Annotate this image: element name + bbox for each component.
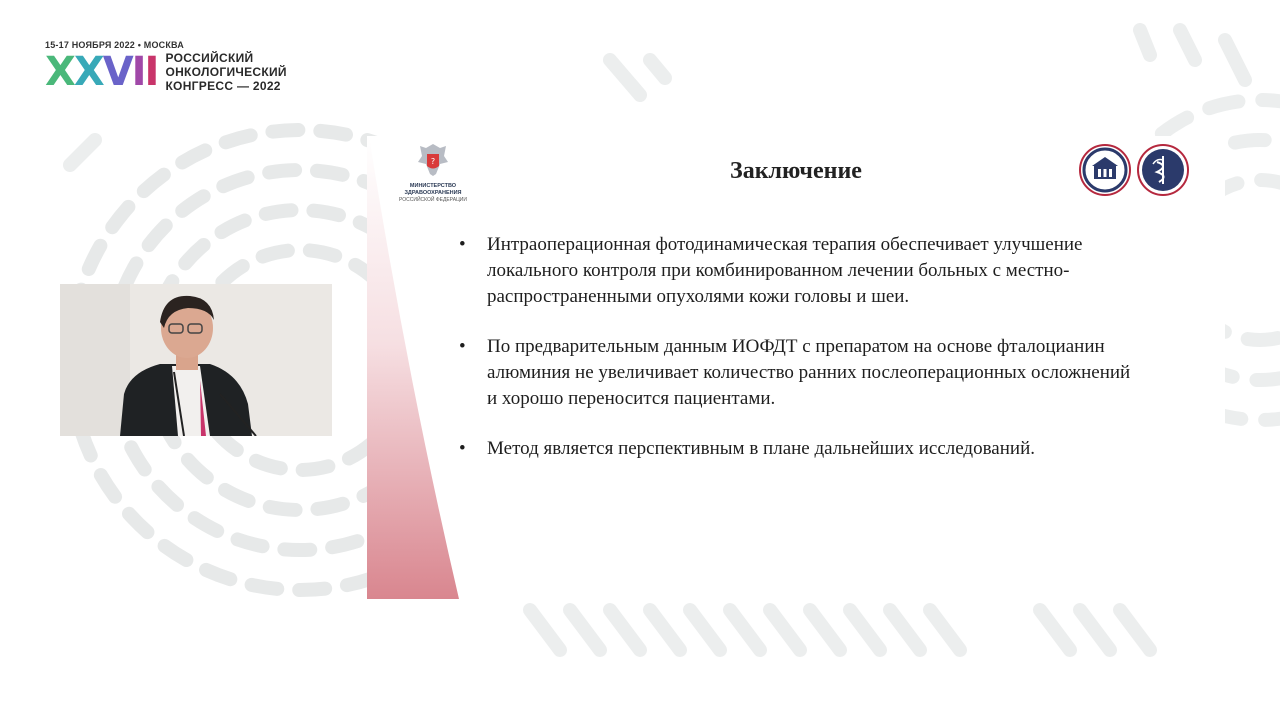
bullet-marker: • — [459, 234, 466, 255]
speaker-video — [60, 284, 332, 436]
bullet-text: По предварительным данным ИОФДТ с препаратом на основе фталоцианин алюминия не увеличивает количество ранних послеоперационных осложнений и хорошо переносится пациентами. — [487, 336, 1131, 409]
bullet-marker: • — [459, 336, 466, 357]
congress-name: РОССИЙСКИЙ ОНКОЛОГИЧЕСКИЙ КОНГРЕСС — 2022 — [165, 51, 287, 93]
bullet-marker: • — [459, 438, 466, 459]
congress-date: 15-17 НОЯБРЯ 2022 • МОСКВА — [45, 40, 185, 50]
speaker-figure — [60, 284, 332, 436]
ministry-logo: ? МИНИСТЕРСТВО ЗДРАВООХРАНЕНИЯ РОССИЙСКОЙ ФЕДЕРАЦИИ — [385, 142, 481, 203]
institute-building-icon — [1079, 144, 1131, 196]
svg-text:?: ? — [430, 157, 436, 166]
congress-roman-numeral: XXVII — [45, 49, 158, 95]
list-item — [459, 334, 1139, 412]
conclusion-list — [459, 232, 1139, 486]
slide-accent-band — [367, 136, 467, 599]
bullet-text: Метод является перспективным в плане дальнейших исследований. — [487, 438, 1035, 459]
bullet-text: Интраоперационная фотодинамическая терапия обеспечивает улучшение локального контроля при комбинированном лечении больных с местно-распространенными опухолями кожи головы и шеи. — [487, 234, 1083, 307]
congress-logo — [45, 40, 287, 93]
list-item — [459, 436, 1139, 462]
presentation-slide — [367, 136, 1225, 599]
institution-seals — [1079, 144, 1189, 196]
slide-title: Заключение — [730, 158, 862, 184]
medical-caduceus-icon — [1137, 144, 1189, 196]
list-item — [459, 232, 1139, 310]
